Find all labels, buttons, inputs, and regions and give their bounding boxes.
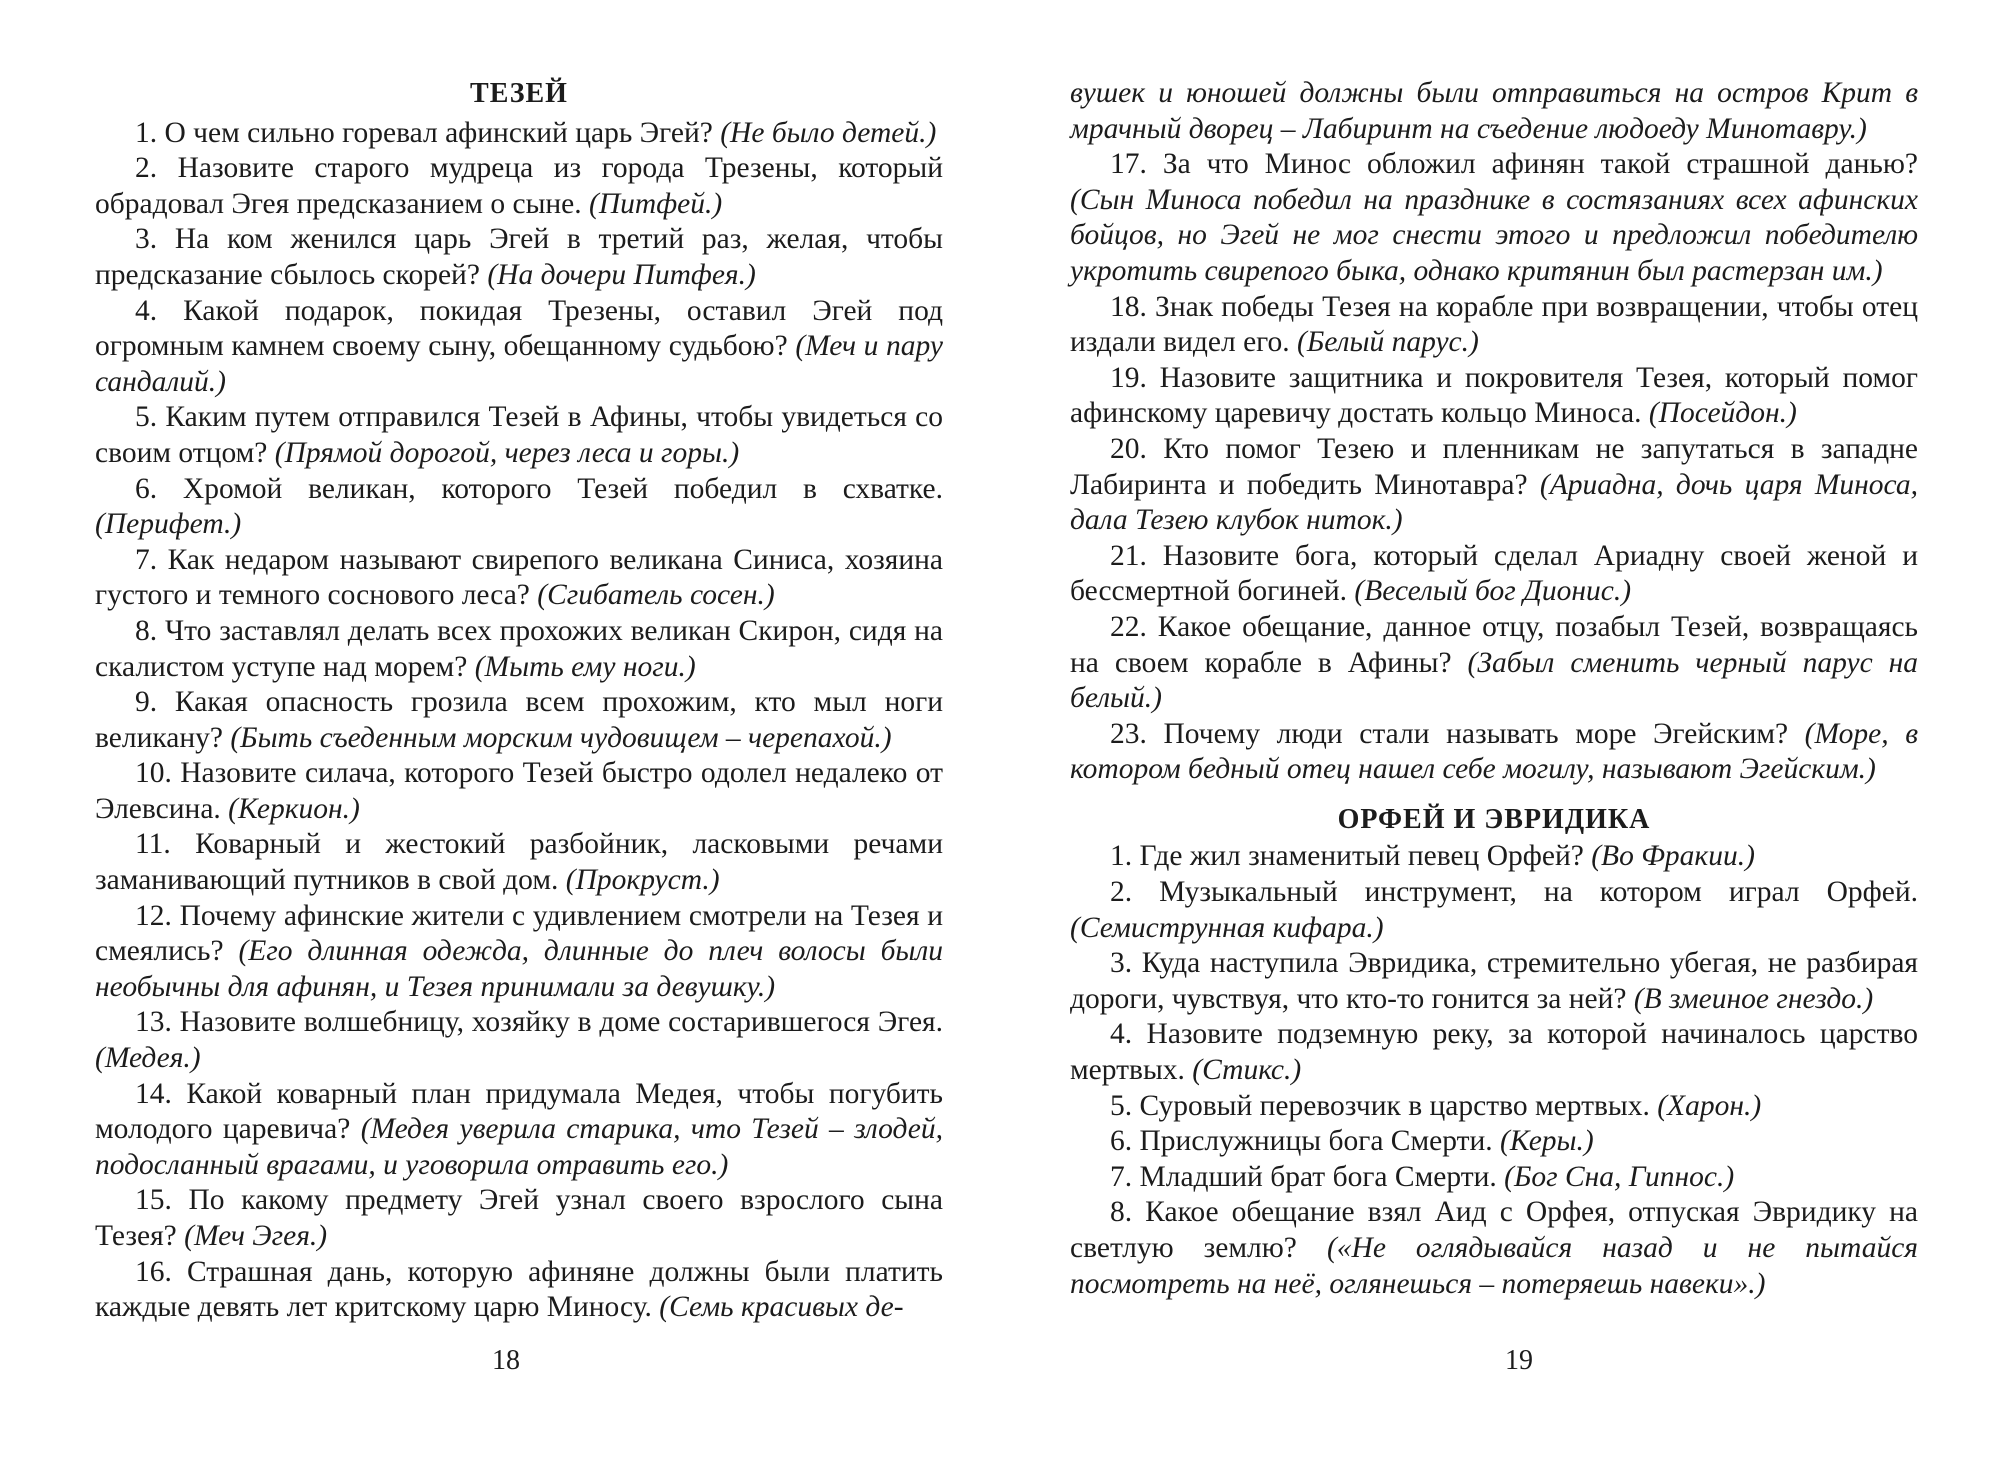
question-item: 21. Назовите бога, который сделал Ариадну своей женой и бессмертной богиней. (Веселый бог Дионис.) <box>1070 539 1918 608</box>
question-item: 5. Суровый перевозчик в царство мертвых. (Харон.) <box>1110 1089 1762 1122</box>
question-item: 6. Хромой великан, которого Тезей победил в схватке. (Перифет.) <box>95 472 943 541</box>
question-item: 13. Назовите волшебницу, хозяйку в доме состарившегося Эгея. (Медея.) <box>95 1006 943 1075</box>
question-item: 17. За что Минос обложил афинян такой страшной данью? (Сын Миноса победил на празднике в состязаниях всех афинских бойцов, но Эгей не мог снести этого и предложил победителю укротить свирепого быка, однако критянин был растерзан им.) <box>1070 148 1918 287</box>
section-title-tezei: ТЕЗЕЙ <box>470 78 568 109</box>
right-page-text <box>1070 76 1918 1302</box>
question-item: 10. Назовите силача, которого Тезей быстро одолел недалеко от Элевсина. (Керкион.) <box>95 757 943 825</box>
question-item: 22. Какое обещание, данное отцу, позабыл Тезей, возвращаясь на своем корабле в Афины? (Забыл сменить черный парус на белый.) <box>1070 610 1918 715</box>
question-item: 7. Младший брат бога Смерти. (Бог Сна, Гипнос.) <box>1110 1160 1735 1193</box>
question-item: 8. Что заставлял делать всех прохожих великан Скирон, сидя на скалистом уступе над морем? (Мыть ему ноги.) <box>95 614 943 683</box>
question-item: 16. Страшная дань, которую афиняне должны были платить каждые девять лет критскому царю Миносу. (Семь красивых де- <box>95 1255 943 1324</box>
question-item: 1. О чем сильно горевал афинский царь Эгей? (Не было детей.) <box>135 116 937 149</box>
question-item: 3. На ком женился царь Эгей в третий раз, желая, чтобы предсказание сбылось скорей? (На дочери Питфея.) <box>95 223 943 291</box>
question-item: 9. Какая опасность грозила всем прохожим, кто мыл ноги великану? (Быть съеденным морским чудовищем – черепахой.) <box>95 686 943 754</box>
question-item: 7. Как недаром называют свирепого великана Синиса, хозяина густого и темного соснового леса? (Сгибатель сосен.) <box>95 543 943 612</box>
question-item: 3. Куда наступила Эвридика, стремительно убегая, не разбирая дороги, чувствуя, что кто-то гонится за ней? (В змеиное гнездо.) <box>1070 947 1918 1015</box>
question-item: 11. Коварный и жестокий разбойник, ласковыми речами заманивающий путников в свой дом. (Прокруст.) <box>95 828 943 897</box>
question-item: 4. Назовите подземную реку, за которой начиналось царство мертвых. (Стикс.) <box>1070 1018 1918 1087</box>
left-page-text <box>95 76 943 1326</box>
section-title-orpheus: ОРФЕЙ И ЭВРИДИКА <box>1337 803 1651 835</box>
question-item: 15. По какому предмету Эгей узнал своего взрослого сына Тезея? (Меч Эгея.) <box>95 1184 943 1252</box>
answer-continuation: вушек и юношей должны были отправиться на остров Крит в мрачный дворец – Лабиринт на съедение людоеду Минотавру.) <box>1070 77 1918 145</box>
question-item: 14. Какой коварный план придумала Медея, чтобы погубить молодого царевича? (Медея уверила старика, что Тезей – злодей, подосланный врагами, и уговорила отравить его.) <box>95 1077 944 1181</box>
question-item: 4. Какой подарок, покидая Трезены, оставил Эгей под огромным камнем своему сыну, обещанному судьбою? (Меч и пару сандалий.) <box>95 294 943 398</box>
question-item: 23. Почему люди стали называть море Эгейским? (Море, в котором бедный отец нашел себе могилу, называют Эгейским.) <box>1070 717 1918 786</box>
question-item: 20. Кто помог Тезею и пленникам не запутаться в западне Лабиринта и победить Минотавра? (Ариадна, дочь царя Миноса, дала Тезею клубок ниток.) <box>1070 432 1918 537</box>
question-item: 2. Музыкальный инструмент, на котором играл Орфей. (Семиструнная кифара.) <box>1070 876 1918 944</box>
question-item: 6. Прислужницы бога Смерти. (Керы.) <box>1110 1125 1594 1158</box>
question-item: 19. Назовите защитника и покровителя Тезея, который помог афинскому царевичу достать кольцо Миноса. (Посейдон.) <box>1070 361 1918 430</box>
question-item: 12. Почему афинские жители с удивлением смотрели на Тезея и смеялись? (Его длинная одежда, длинные до плеч волосы были необычны для афинян, и Тезея принимали за девушку.) <box>95 899 943 1003</box>
question-item: 5. Каким путем отправился Тезей в Афины, чтобы увидеться со своим отцом? (Прямой дорогой, через леса и горы.) <box>95 401 943 469</box>
question-item: 2. Назовите старого мудреца из города Трезены, который обрадовал Эгея предсказанием о сыне. (Питфей.) <box>95 152 943 220</box>
question-item: 8. Какое обещание взял Аид с Орфея, отпуская Эвридику на светлую землю? («Не оглядывайся назад и не пытайся посмотреть на неё, оглянешься – потеряешь навеки».) <box>1070 1196 1918 1300</box>
page-number-left: 18 <box>492 1345 520 1376</box>
question-item: 1. Где жил знаменитый певец Орфей? (Во Фракии.) <box>1110 840 1755 873</box>
question-item: 18. Знак победы Тезея на корабле при возвращении, чтобы отец издали видел его. (Белый парус.) <box>1070 290 1918 359</box>
page-number-right: 19 <box>1505 1345 1533 1376</box>
